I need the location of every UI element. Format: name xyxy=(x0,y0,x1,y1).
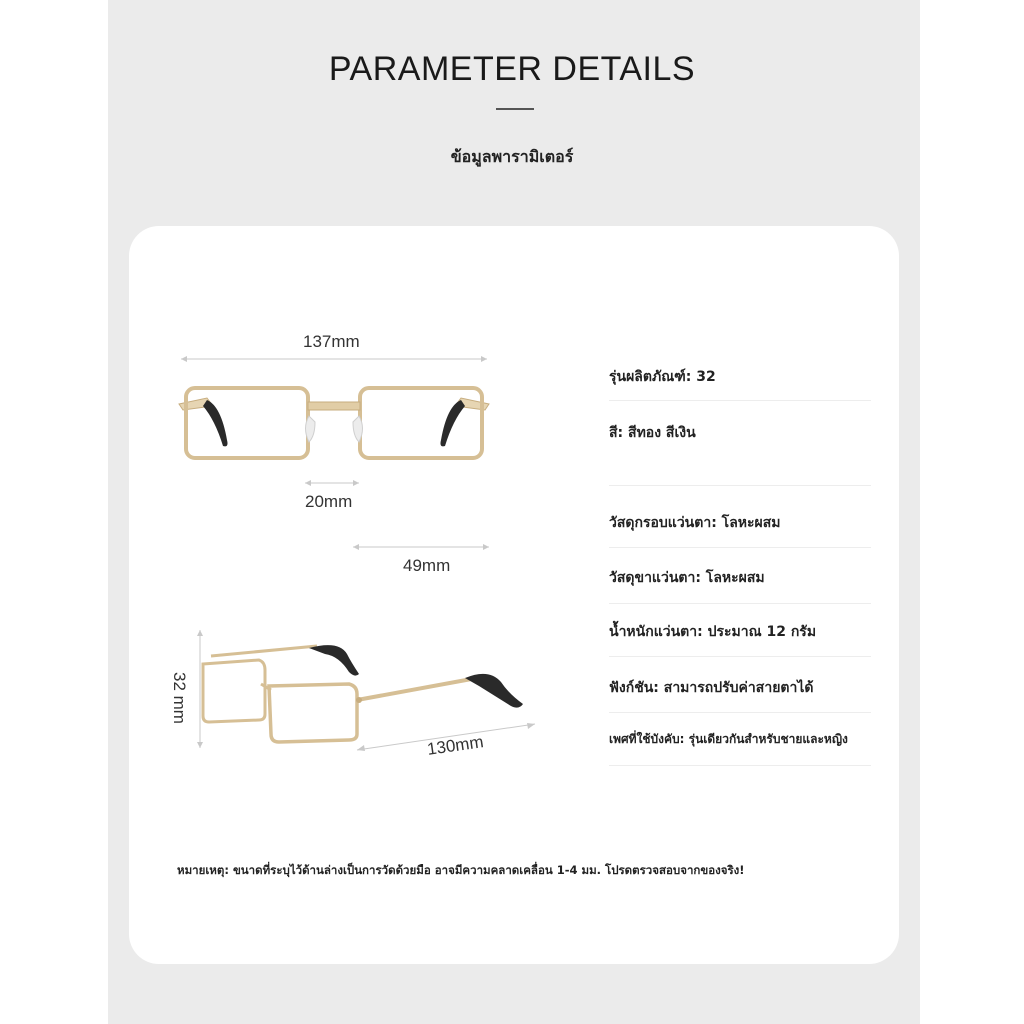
parameter-card xyxy=(129,226,899,964)
lens-width-label: 49mm xyxy=(403,556,451,575)
dimension-line-lens-width xyxy=(351,542,493,552)
spec-weight: น้ำหนักแว่นตา: ประมาณ 12 กรัม xyxy=(609,624,817,640)
lens-height-label: 32 mm xyxy=(169,672,189,724)
spec-frame-material: วัสดุกรอบแว่นตา: โลหะผสม xyxy=(609,515,781,531)
glasses-front-illustration xyxy=(169,376,499,476)
bridge-width-label: 20mm xyxy=(305,492,353,511)
spec-divider xyxy=(609,547,871,548)
spec-divider xyxy=(609,400,871,401)
measurement-note: หมายเหตุ: ขนาดที่ระบุไว้ด้านล่างเป็นการวัดด้วยมือ อาจมีความคลาดเคลื่อน 1-4 มม. โปรดตรวจสอบจากของจริง! xyxy=(177,863,745,877)
spec-divider xyxy=(609,485,871,486)
spec-divider xyxy=(609,656,871,657)
spec-gender: เพศที่ใช้บังคับ: รุ่นเดียวกันสำหรับชายและหญิง xyxy=(609,732,848,746)
temple-length-label: 130mm xyxy=(425,732,485,759)
dimension-line-total-width xyxy=(179,354,491,364)
spec-temple-material: วัสดุขาแว่นตา: โลหะผสม xyxy=(609,570,765,586)
spec-function: ฟังก์ชัน: สามารถปรับค่าสายตาได้ xyxy=(609,680,814,696)
spec-model: รุ่นผลิตภัณฑ์: 32 xyxy=(609,369,716,385)
total-width-label: 137mm xyxy=(303,332,360,351)
page-subtitle: ข้อมูลพารามิเตอร์ xyxy=(450,147,574,166)
dimension-line-lens-height xyxy=(195,628,205,752)
spec-color: สี: สีทอง สีเงิน xyxy=(609,425,696,441)
spec-divider xyxy=(609,603,871,604)
spec-divider xyxy=(609,765,871,766)
spec-divider xyxy=(609,712,871,713)
page-title: PARAMETER DETAILS xyxy=(328,50,696,88)
dimension-line-bridge xyxy=(303,478,363,488)
title-divider xyxy=(496,108,534,110)
